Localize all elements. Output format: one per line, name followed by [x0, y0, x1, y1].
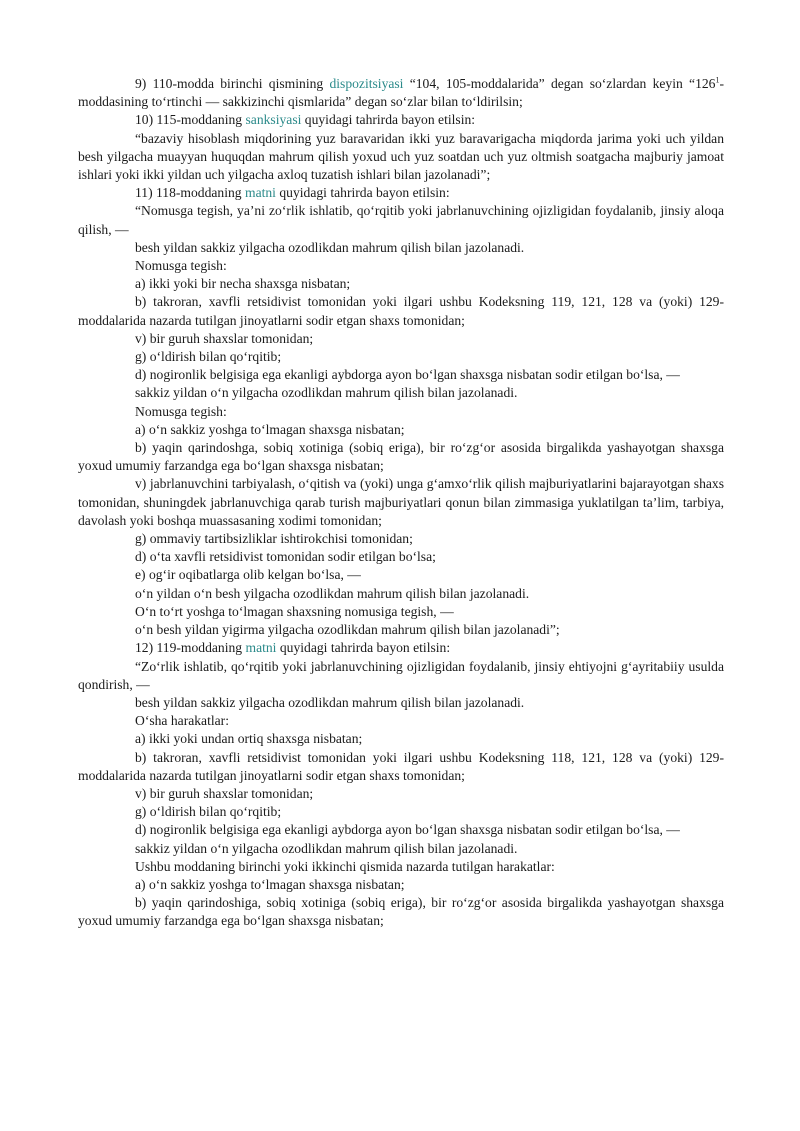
article-link[interactable]: matni — [245, 640, 277, 656]
paragraph-text: quyidagi tahrirda bayon etilsin: — [275, 185, 450, 201]
paragraph: o‘n besh yildan yigirma yilgacha ozodlikdan mahrum qilish bilan jazolanadi”; — [135, 622, 560, 638]
paragraph: b) takroran, xavfli retsidivist tomonidan yoki ilgari ushbu Kodeksning 118, 121, 128 va (yoki) 129-moddalarida nazarda tutilgan jinoyatlarni sodir etgan shaxs tomonidan; — [78, 749, 724, 783]
paragraph: “Zo‘rlik ishlatib, qo‘rqitib yoki jabrlanuvchining ojizligidan foydalanib, jinsiy ehtiyojni g‘ayritabiiy usulda qondirish, — — [78, 658, 724, 692]
paragraph: g) ommaviy tartibsizliklar ishtirokchisi tomonidan; — [135, 531, 413, 547]
paragraph: O‘n to‘rt yoshga to‘lmagan shaxsning nomusiga tegish, — — [135, 603, 454, 619]
paragraph-text: quyidagi tahrirda bayon etilsin: — [301, 112, 476, 128]
paragraph — [78, 639, 724, 657]
paragraph-text: quyidagi tahrirda bayon etilsin: — [276, 640, 451, 656]
paragraph — [78, 184, 724, 202]
paragraph: sakkiz yildan o‘n yilgacha ozodlikdan mahrum qilish bilan jazolanadi. — [135, 385, 518, 401]
paragraph: o‘n yildan o‘n besh yilgacha ozodlikdan mahrum qilish bilan jazolanadi. — [135, 585, 530, 601]
paragraph: Ushbu moddaning birinchi yoki ikkinchi qismida nazarda tutilgan harakatlar: — [135, 858, 555, 874]
paragraph: g) o‘ldirish bilan qo‘rqitib; — [135, 349, 282, 365]
paragraph: b) takroran, xavfli retsidivist tomonidan yoki ilgari ushbu Kodeksning 119, 121, 128 va (yoki) 129-moddalarida nazarda tutilgan jinoyatlarni sodir etgan shaxs tomonidan; — [78, 294, 724, 328]
paragraph: “Nomusga tegish, ya’ni zo‘rlik ishlatib, qo‘rqitib yoki jabrlanuvchining ojizligidan foydalanib, jinsiy aloqa qilish, — — [78, 203, 724, 237]
document-body — [78, 75, 724, 931]
paragraph-text: “104, 105-moddalarida” degan so‘zlardan keyin “126 — [403, 76, 716, 91]
paragraph-text: 9) 110-modda birinchi qismining — [135, 76, 330, 91]
paragraph: Nomusga tegish: — [135, 258, 227, 274]
paragraph: v) jabrlanuvchini tarbiyalash, o‘qitish va (yoki) unga g‘amxo‘rlik qilish majburiyatlarini bajarayotgan shaxs tomonidan, shuningdek jabrlanuvchiga qarab turish majburiyatlari qonun bilan zimmasiga yuklatilgan ta’lim, tarbiya, davolash yoki boshqa muassasaning xodimi tomonidan; — [78, 476, 724, 528]
paragraph: a) o‘n sakkiz yoshga to‘lmagan shaxsga nisbatan; — [135, 421, 405, 437]
paragraph — [78, 111, 724, 129]
paragraph: a) ikki yoki bir necha shaxsga nisbatan; — [135, 276, 351, 292]
paragraph-text: 11) 118-moddaning — [135, 185, 245, 201]
paragraph-text: 12) 119-moddaning — [135, 640, 246, 656]
paragraph-text: 10) 115-moddaning — [135, 112, 246, 128]
paragraph: O‘sha harakatlar: — [135, 713, 229, 729]
superscript: 1 — [715, 75, 720, 85]
paragraph: b) yaqin qarindoshiga, sobiq xotiniga (sobiq eriga), bir ro‘zg‘or asosida birgalikda yashayotgan shaxsga yoxud umumiy farzandga ega bo‘lgan shaxsga nisbatan; — [78, 895, 724, 929]
paragraph: d) nogironlik belgisiga ega ekanligi aybdorga ayon bo‘lgan shaxsga nisbatan sodir etilgan bo‘lsa, — — [135, 822, 680, 838]
paragraph: Nomusga tegish: — [135, 403, 227, 419]
paragraph: a) o‘n sakkiz yoshga to‘lmagan shaxsga nisbatan; — [135, 876, 405, 892]
article-link[interactable]: dispozitsiyasi — [329, 76, 404, 91]
paragraph: a) ikki yoki undan ortiq shaxsga nisbatan; — [135, 731, 363, 747]
paragraph: besh yildan sakkiz yilgacha ozodlikdan mahrum qilish bilan jazolanadi. — [135, 694, 525, 710]
paragraph: d) o‘ta xavfli retsidivist tomonidan sodir etilgan bo‘lsa; — [135, 549, 436, 565]
paragraph: e) og‘ir oqibatlarga olib kelgan bo‘lsa, — — [135, 567, 361, 583]
paragraph: v) bir guruh shaxslar tomonidan; — [135, 330, 314, 346]
article-link[interactable]: matni — [245, 185, 276, 201]
paragraph: besh yildan sakkiz yilgacha ozodlikdan mahrum qilish bilan jazolanadi. — [135, 239, 525, 255]
paragraph: d) nogironlik belgisiga ega ekanligi aybdorga ayon bo‘lgan shaxsga nisbatan sodir etilgan bo‘lsa, — — [135, 367, 680, 383]
paragraph: “bazaviy hisoblash miqdorining yuz baravaridan ikki yuz baravarigacha miqdorda jarima yoki uch yildan besh yilgacha muayyan huquqdan mahrum qilish yoxud uch yuz soatdan uch yuz oltmish soatgacha majburiy jamoat ishlari yoki ikki yildan uch yilgacha axloq tuzatish ishlari bilan jazolanadi”; — [78, 130, 724, 183]
paragraph-text: -moddasining to‘rtinchi — sakkizinchi qismlarida” degan so‘zlar bilan to‘ldirilsin; — [78, 76, 724, 110]
article-link[interactable]: sanksiyasi — [245, 112, 302, 128]
paragraph: v) bir guruh shaxslar tomonidan; — [135, 785, 314, 801]
paragraph: g) o‘ldirish bilan qo‘rqitib; — [135, 804, 282, 820]
paragraph — [78, 75, 724, 111]
paragraph: b) yaqin qarindoshga, sobiq xotiniga (sobiq eriga), bir ro‘zg‘or asosida birgalikda yashayotgan shaxsga yoxud umumiy farzandga ega bo‘lgan shaxsga nisbatan; — [78, 440, 724, 474]
paragraph: sakkiz yildan o‘n yilgacha ozodlikdan mahrum qilish bilan jazolanadi. — [135, 840, 518, 856]
